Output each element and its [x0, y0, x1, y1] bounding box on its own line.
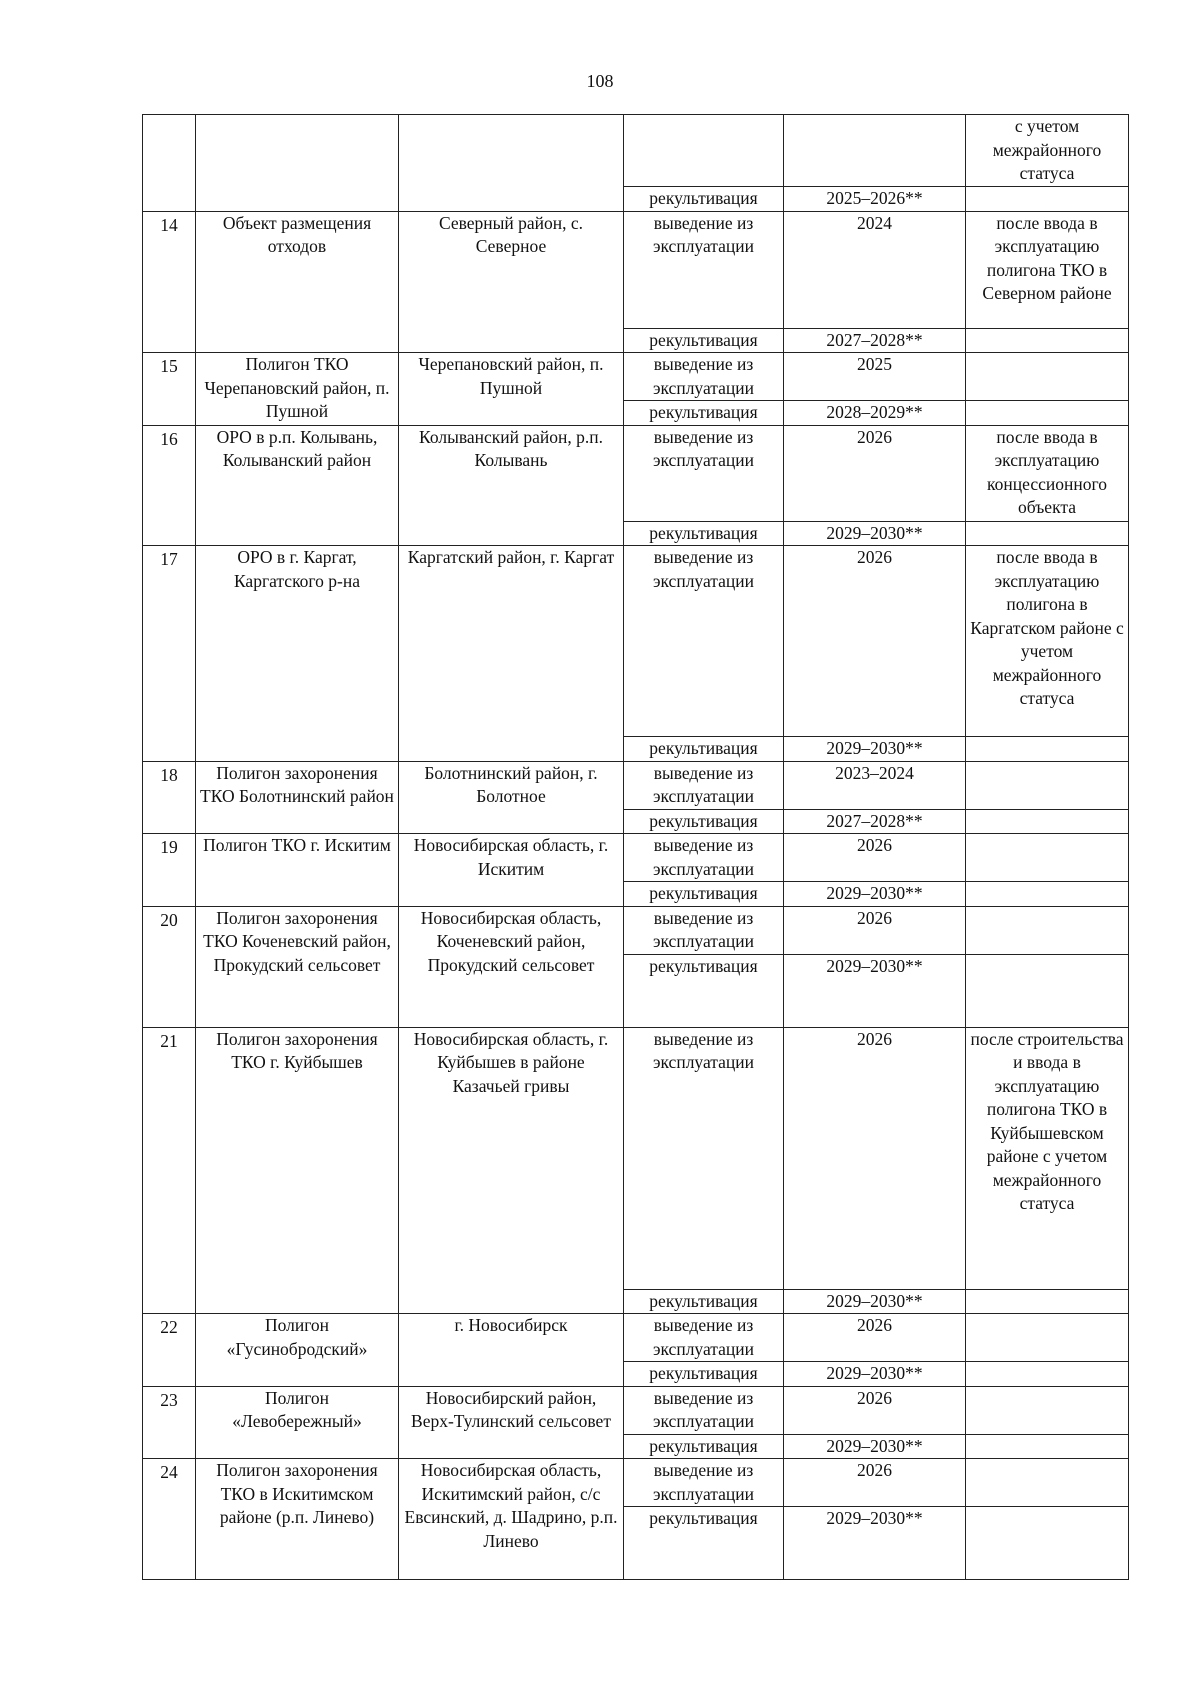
table-row — [143, 834, 1129, 882]
table-cell-location: Болотнинский район, г. Болотное — [399, 761, 624, 834]
table-cell-action: рекультивация — [624, 882, 784, 907]
table-cell-num: 21 — [143, 1027, 196, 1314]
table-cell-location: Черепановский район, п. Пушной — [399, 353, 624, 426]
table-row — [143, 546, 1129, 737]
table-cell-num: 24 — [143, 1459, 196, 1580]
table-cell-note — [966, 187, 1129, 212]
table-cell-note — [966, 1314, 1129, 1362]
table-cell-period: 2028–2029** — [784, 401, 966, 426]
table-cell-note — [966, 401, 1129, 426]
table-cell-name: ОРО в г. Каргат, Каргатского р-на — [196, 546, 399, 762]
table-cell-name: Полигон «Гусинобродский» — [196, 1314, 399, 1387]
table-cell-note: после ввода в эксплуатацию полигона в Каргатском районе с учетом межрайонного статуса — [966, 546, 1129, 737]
table-cell-location: Новосибирская область, г. Искитим — [399, 834, 624, 907]
table-cell-note: с учетом межрайонного статуса — [966, 115, 1129, 187]
table-cell-action: рекультивация — [624, 809, 784, 834]
table-cell-name: Полигон захоронения ТКО Болотнинский район — [196, 761, 399, 834]
table-cell-note — [966, 737, 1129, 762]
table-cell-note: после ввода в эксплуатацию концессионного объекта — [966, 425, 1129, 521]
table-cell-period: 2024 — [784, 211, 966, 328]
table-cell-action: выведение из эксплуатации — [624, 1314, 784, 1362]
table-cell-name: Полигон захоронения ТКО г. Куйбышев — [196, 1027, 399, 1314]
table-cell-action: рекультивация — [624, 401, 784, 426]
table-cell-note — [966, 906, 1129, 954]
table-cell-location: Новосибирская область, Искитимский район, с/с Евсинский, д. Шадрино, р.п. Линево — [399, 1459, 624, 1580]
table-cell-location — [399, 115, 624, 212]
table-cell-period: 2029–2030** — [784, 1289, 966, 1314]
table-cell-note — [966, 521, 1129, 546]
table-cell-num: 14 — [143, 211, 196, 353]
table-cell-action: выведение из эксплуатации — [624, 425, 784, 521]
table-cell-location: Новосибирская область, Коченевский район, Прокудский сельсовет — [399, 906, 624, 1027]
table-cell-name: ОРО в р.п. Колывань, Колыванский район — [196, 425, 399, 546]
table-cell-name: Полигон ТКО г. Искитим — [196, 834, 399, 907]
table-cell-note — [966, 761, 1129, 809]
table-row — [143, 1314, 1129, 1362]
table-cell-location: Новосибирский район, Верх-Тулинский сельсовет — [399, 1386, 624, 1459]
table-cell-action: выведение из эксплуатации — [624, 834, 784, 882]
table-cell-period: 2026 — [784, 906, 966, 954]
table-cell-num: 18 — [143, 761, 196, 834]
table-cell-name: Полигон захоронения ТКО Коченевский район, Прокудский сельсовет — [196, 906, 399, 1027]
table-cell-note — [966, 809, 1129, 834]
table-cell-period: 2029–2030** — [784, 737, 966, 762]
table-cell-period — [784, 115, 966, 187]
table-cell-num: 20 — [143, 906, 196, 1027]
table-cell-name: Полигон ТКО Черепановский район, п. Пушной — [196, 353, 399, 426]
table-cell-note — [966, 954, 1129, 1027]
table-cell-name: Полигон «Левобережный» — [196, 1386, 399, 1459]
table-cell-period: 2026 — [784, 425, 966, 521]
table-cell-name: Объект размещения отходов — [196, 211, 399, 353]
table-cell-note — [966, 1434, 1129, 1459]
table-cell-period: 2029–2030** — [784, 954, 966, 1027]
table-cell-action: рекультивация — [624, 1362, 784, 1387]
table-cell-period: 2026 — [784, 834, 966, 882]
table-cell-period: 2029–2030** — [784, 521, 966, 546]
table-cell-location: Северный район, с. Северное — [399, 211, 624, 353]
table-row — [143, 211, 1129, 328]
table-cell-period: 2029–2030** — [784, 1507, 966, 1580]
table-cell-location: Каргатский район, г. Каргат — [399, 546, 624, 762]
table-cell-note — [966, 1289, 1129, 1314]
table-cell-period: 2025 — [784, 353, 966, 401]
table-cell-note: после ввода в эксплуатацию полигона ТКО в Северном районе — [966, 211, 1129, 328]
table-cell-action: рекультивация — [624, 187, 784, 212]
table-row — [143, 906, 1129, 954]
table-cell-period: 2029–2030** — [784, 1362, 966, 1387]
table-cell-action: выведение из эксплуатации — [624, 353, 784, 401]
table-cell-period: 2026 — [784, 546, 966, 737]
table-cell-action: выведение из эксплуатации — [624, 1027, 784, 1289]
table-cell-period: 2026 — [784, 1459, 966, 1507]
table-cell-action: рекультивация — [624, 1289, 784, 1314]
table-cell-note — [966, 1362, 1129, 1387]
table-cell-num: 17 — [143, 546, 196, 762]
table-cell-num — [143, 115, 196, 212]
table-cell-action: рекультивация — [624, 954, 784, 1027]
table-cell-period: 2026 — [784, 1386, 966, 1434]
table-cell-action: выведение из эксплуатации — [624, 546, 784, 737]
table-cell-period: 2027–2028** — [784, 328, 966, 353]
table-cell-action: рекультивация — [624, 521, 784, 546]
table-cell-period: 2027–2028** — [784, 809, 966, 834]
table-cell-note: после строительства и ввода в эксплуатацию полигона ТКО в Куйбышевском районе с учетом межрайонного статуса — [966, 1027, 1129, 1289]
facilities-table — [142, 114, 1129, 1580]
table-row — [143, 1459, 1129, 1507]
table-cell-note — [966, 882, 1129, 907]
table-cell-num: 15 — [143, 353, 196, 426]
table-body — [143, 115, 1129, 1580]
table-row — [143, 353, 1129, 401]
table-cell-note — [966, 834, 1129, 882]
table-cell-note — [966, 1459, 1129, 1507]
table-cell-action: выведение из эксплуатации — [624, 1459, 784, 1507]
table-cell-action: выведение из эксплуатации — [624, 1386, 784, 1434]
table-cell-action: выведение из эксплуатации — [624, 211, 784, 328]
table-row — [143, 761, 1129, 809]
table-cell-period: 2029–2030** — [784, 1434, 966, 1459]
table-cell-note — [966, 1386, 1129, 1434]
table-cell-note — [966, 353, 1129, 401]
table-row — [143, 1386, 1129, 1434]
table-cell-action: рекультивация — [624, 328, 784, 353]
page-number: 108 — [586, 71, 614, 91]
table-row — [143, 425, 1129, 521]
table-cell-action: рекультивация — [624, 1434, 784, 1459]
table-cell-note — [966, 328, 1129, 353]
table-cell-period: 2025–2026** — [784, 187, 966, 212]
table-cell-period: 2026 — [784, 1027, 966, 1289]
table-cell-name — [196, 115, 399, 212]
table-cell-action — [624, 115, 784, 187]
table-cell-name: Полигон захоронения ТКО в Искитимском районе (р.п. Линево) — [196, 1459, 399, 1580]
table-cell-location: Колыванский район, р.п. Колывань — [399, 425, 624, 546]
table-cell-period: 2029–2030** — [784, 882, 966, 907]
table-cell-period: 2026 — [784, 1314, 966, 1362]
table-cell-location: Новосибирская область, г. Куйбышев в районе Казачьей гривы — [399, 1027, 624, 1314]
table-cell-num: 23 — [143, 1386, 196, 1459]
table-cell-action: рекультивация — [624, 737, 784, 762]
table-cell-num: 16 — [143, 425, 196, 546]
continuation-row — [143, 115, 1129, 187]
table-cell-action: выведение из эксплуатации — [624, 761, 784, 809]
table-row — [143, 1027, 1129, 1289]
table-cell-action: рекультивация — [624, 1507, 784, 1580]
table-cell-num: 19 — [143, 834, 196, 907]
table-cell-action: выведение из эксплуатации — [624, 906, 784, 954]
table-cell-location: г. Новосибирск — [399, 1314, 624, 1387]
table-cell-num: 22 — [143, 1314, 196, 1387]
table-cell-period: 2023–2024 — [784, 761, 966, 809]
table-cell-note — [966, 1507, 1129, 1580]
